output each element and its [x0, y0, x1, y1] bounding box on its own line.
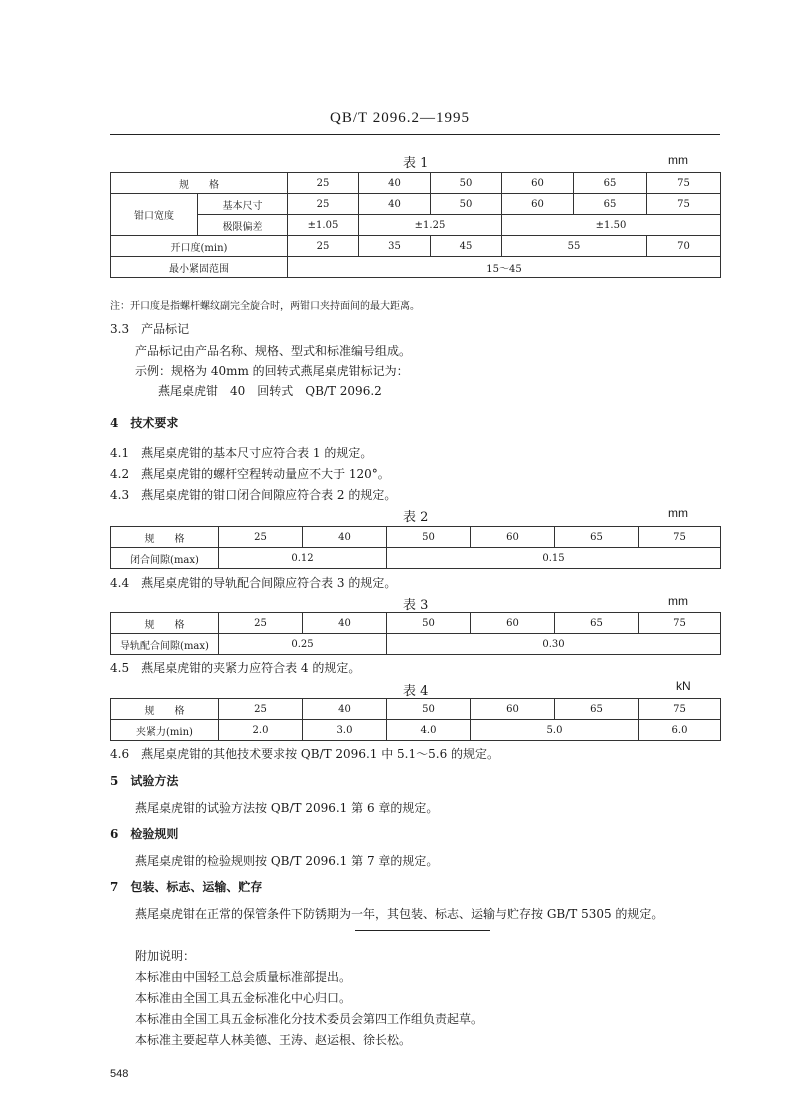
- table1-title: 表 1: [403, 156, 429, 171]
- table1-tolerance-cell: ±1.25: [359, 215, 502, 236]
- table2-spec-cell: 75: [639, 527, 721, 548]
- table2-unit: mm: [668, 506, 688, 520]
- table4-value-cell: 3.0: [303, 720, 387, 741]
- table1-basic-size-cell: 60: [502, 194, 574, 215]
- table2-value-cell: 0.15: [387, 548, 721, 569]
- table1-basic-size-cell: 25: [288, 194, 359, 215]
- appendix-title: 附加说明：: [135, 949, 196, 963]
- table1-spec-cell: 25: [288, 173, 359, 194]
- table1-tolerance-row: [111, 215, 721, 236]
- table4-spec-cell: 75: [639, 699, 721, 720]
- standard-code-header: QB/T 2096.2—1995: [330, 110, 470, 126]
- table1-clamp-range-row: [111, 257, 721, 278]
- section-4-3: 4.3 燕尾桌虎钳的钳口闭合间隙应符合表 2 的规定。: [110, 488, 397, 502]
- table3-spec-cell: 65: [555, 613, 639, 634]
- section-3-3-heading: 3.3 产品标记: [110, 322, 190, 336]
- section-6-heading: 6 检验规则: [110, 827, 179, 841]
- section-4-heading: 4 技术要求: [110, 416, 179, 430]
- section-4-5: 4.5 燕尾桌虎钳的夹紧力应符合表 4 的规定。: [110, 661, 361, 675]
- section-5-text: 燕尾桌虎钳的试验方法按 QB/T 2096.1 第 6 章的规定。: [135, 801, 439, 815]
- table1-jaw-width-label: 钳口宽度: [111, 194, 198, 236]
- table1-basic-size-label: 基本尺寸: [198, 194, 288, 215]
- appendix-separator: [355, 930, 490, 931]
- table4-spec-cell: 65: [555, 699, 639, 720]
- table3-value-row: [111, 634, 721, 655]
- table1-spec-cell: 60: [502, 173, 574, 194]
- section-7-text: 燕尾桌虎钳在正常的保管条件下防锈期为一年，其包装、标志、运输与贮存按 GB/T 5305 的规定。: [135, 907, 664, 921]
- appendix-line: 本标准由全国工具五金标准化中心归口。: [135, 991, 352, 1005]
- table2-spec-cell: 40: [303, 527, 387, 548]
- table3: [110, 612, 721, 655]
- appendix-line: 本标准由全国工具五金标准化分技术委员会第四工作组负责起草。: [135, 1012, 484, 1026]
- table1-basic-size-cell: 50: [431, 194, 502, 215]
- table1-spec-cell: 40: [359, 173, 431, 194]
- table3-spec-row: [111, 613, 721, 634]
- appendix-line: 本标准由中国轻工总会质量标准部提出。: [135, 970, 352, 984]
- table1-spec-cell: 65: [574, 173, 647, 194]
- table4-spec-cell: 50: [387, 699, 471, 720]
- table2-spec-cell: 50: [387, 527, 471, 548]
- table2-value-row: [111, 548, 721, 569]
- table2-spec-label: 规 格: [111, 527, 219, 548]
- table1: [110, 172, 721, 278]
- table1-basic-size-row: [111, 194, 721, 215]
- section-3-3-line3: 燕尾桌虎钳 40 回转式 QB/T 2096.2: [158, 384, 382, 398]
- table3-spec-cell: 75: [639, 613, 721, 634]
- table3-spec-cell: 25: [219, 613, 303, 634]
- section-4-1: 4.1 燕尾桌虎钳的基本尺寸应符合表 1 的规定。: [110, 446, 373, 460]
- section-3-3-line1: 产品标记由产品名称、规格、型式和标准编号组成。: [135, 344, 412, 358]
- table4-spec-label: 规 格: [111, 699, 219, 720]
- table2-title: 表 2: [403, 510, 429, 525]
- table1-opening-cell: 45: [431, 236, 502, 257]
- table1-basic-size-cell: 75: [647, 194, 721, 215]
- table1-spec-row: [111, 173, 721, 194]
- table1-note: 注：开口度是指螺杆螺纹副完全旋合时，两钳口夹持面间的最大距离。: [110, 301, 420, 312]
- table1-clamp-range-cell: 15～45: [288, 257, 721, 278]
- table4-unit: kN: [676, 679, 691, 693]
- table3-value-cell: 0.30: [387, 634, 721, 655]
- table4-title: 表 4: [403, 684, 429, 699]
- table1-spec-label: 规 格: [111, 173, 288, 194]
- table3-spec-cell: 60: [471, 613, 555, 634]
- table1-opening-cell: 35: [359, 236, 431, 257]
- table4-spec-row: [111, 699, 721, 720]
- table1-basic-size-cell: 65: [574, 194, 647, 215]
- section-4-4: 4.4 燕尾桌虎钳的导轨配合间隙应符合表 3 的规定。: [110, 576, 397, 590]
- page-number: 548: [110, 1068, 129, 1080]
- table3-spec-cell: 40: [303, 613, 387, 634]
- appendix-line: 本标准主要起草人林美德、王涛、赵运根、徐长松。: [135, 1033, 412, 1047]
- table3-spec-label: 规 格: [111, 613, 219, 634]
- table3-title: 表 3: [403, 598, 429, 613]
- table4-spec-cell: 60: [471, 699, 555, 720]
- table1-spec-cell: 75: [647, 173, 721, 194]
- section-4-2: 4.2 燕尾桌虎钳的螺杆空程转动量应不大于 120°。: [110, 467, 390, 481]
- table1-opening-row: [111, 236, 721, 257]
- table3-value-cell: 0.25: [219, 634, 387, 655]
- header-rule: [110, 134, 720, 135]
- table2-spec-cell: 65: [555, 527, 639, 548]
- table4-spec-cell: 40: [303, 699, 387, 720]
- table2-row-label: 闭合间隙(max): [111, 548, 219, 569]
- table3-unit: mm: [668, 594, 688, 608]
- table1-tolerance-label: 极限偏差: [198, 215, 288, 236]
- table4-value-row: [111, 720, 721, 741]
- table4-value-cell: 4.0: [387, 720, 471, 741]
- table4-value-cell: 6.0: [639, 720, 721, 741]
- table4-row-label: 夹紧力(min): [111, 720, 219, 741]
- table1-tolerance-cell: ±1.50: [502, 215, 721, 236]
- table2-value-cell: 0.12: [219, 548, 387, 569]
- table1-opening-label: 开口度(min): [111, 236, 288, 257]
- table1-clamp-range-label: 最小紧固范围: [111, 257, 288, 278]
- table2-spec-row: [111, 527, 721, 548]
- table2: [110, 526, 721, 569]
- table1-unit: mm: [668, 153, 688, 167]
- table2-spec-cell: 25: [219, 527, 303, 548]
- table4: [110, 698, 721, 741]
- section-7-heading: 7 包装、标志、运输、贮存: [110, 880, 263, 894]
- section-5-heading: 5 试验方法: [110, 774, 179, 788]
- table3-spec-cell: 50: [387, 613, 471, 634]
- table1-spec-cell: 50: [431, 173, 502, 194]
- table3-row-label: 导轨配合间隙(max): [111, 634, 219, 655]
- section-3-3-line2: 示例：规格为 40mm 的回转式燕尾桌虎钳标记为：: [135, 364, 409, 378]
- table1-opening-cell: 70: [647, 236, 721, 257]
- table1-basic-size-cell: 40: [359, 194, 431, 215]
- table4-value-cell: 2.0: [219, 720, 303, 741]
- table1-opening-cell: 55: [502, 236, 647, 257]
- table4-value-cell: 5.0: [471, 720, 639, 741]
- section-6-text: 燕尾桌虎钳的检验规则按 QB/T 2096.1 第 7 章的规定。: [135, 854, 439, 868]
- table2-spec-cell: 60: [471, 527, 555, 548]
- table1-tolerance-cell: ±1.05: [288, 215, 359, 236]
- section-4-6: 4.6 燕尾桌虎钳的其他技术要求按 QB/T 2096.1 中 5.1～5.6 的规定。: [110, 747, 500, 761]
- table1-opening-cell: 25: [288, 236, 359, 257]
- table4-spec-cell: 25: [219, 699, 303, 720]
